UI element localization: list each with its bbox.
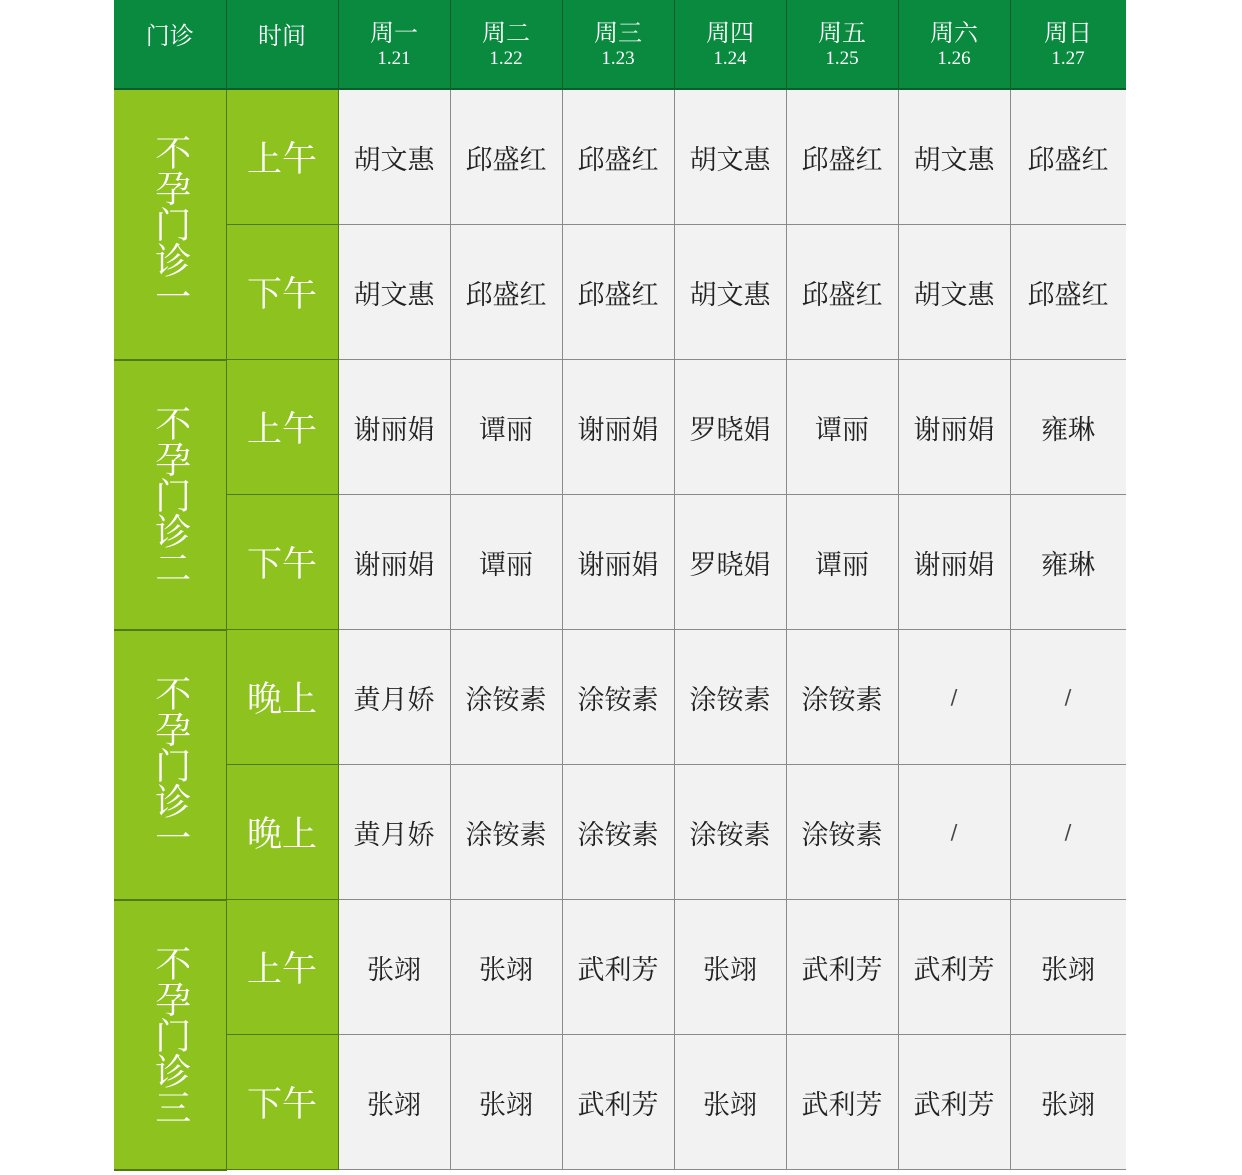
doctor-cell: 涂铵素 [450, 630, 562, 765]
doctor-cell: 谢丽娟 [338, 495, 450, 630]
clinic-label: 不孕门诊三 [114, 900, 226, 1170]
doctor-cell: 谢丽娟 [338, 360, 450, 495]
doctor-cell: 胡文惠 [898, 89, 1010, 225]
doctor-cell: 谭丽 [450, 495, 562, 630]
day-date: 1.21 [377, 47, 411, 69]
doctor-cell: 邱盛红 [786, 89, 898, 225]
doctor-cell: 武利芳 [562, 1035, 674, 1170]
clinic-schedule [114, 0, 1126, 1175]
doctor-cell: 张翊 [1010, 900, 1126, 1035]
period-label: 下午 [226, 495, 338, 630]
doctor-cell: 谢丽娟 [898, 495, 1010, 630]
doctor-cell: 邱盛红 [450, 89, 562, 225]
schedule-row [114, 1035, 1126, 1170]
doctor-cell: 张翊 [674, 900, 786, 1035]
doctor-cell: 涂铵素 [786, 630, 898, 765]
day-name: 周一 [370, 18, 418, 47]
day-name: 周五 [818, 18, 866, 47]
doctor-cell: 武利芳 [898, 1035, 1010, 1170]
header-day [338, 0, 450, 89]
period-label: 上午 [226, 900, 338, 1035]
schedule-table [114, 0, 1126, 1171]
day-date: 1.25 [825, 47, 859, 69]
clinic-label: 不孕门诊一 [114, 89, 226, 360]
header-day [674, 0, 786, 89]
doctor-cell: 张翊 [674, 1035, 786, 1170]
doctor-cell: 涂铵素 [562, 765, 674, 900]
doctor-cell: 邱盛红 [786, 225, 898, 360]
day-name: 周三 [594, 18, 642, 47]
doctor-cell: 涂铵素 [450, 765, 562, 900]
doctor-cell: 武利芳 [786, 900, 898, 1035]
day-date: 1.22 [489, 47, 523, 69]
period-label: 上午 [226, 360, 338, 495]
schedule-row [114, 360, 1126, 495]
doctor-cell: / [1010, 765, 1126, 900]
doctor-cell: 黄月娇 [338, 630, 450, 765]
doctor-cell: 邱盛红 [562, 89, 674, 225]
clinic-label: 不孕门诊二 [114, 360, 226, 630]
day-name: 周六 [930, 18, 978, 47]
doctor-cell: 涂铵素 [674, 630, 786, 765]
doctor-cell: / [898, 630, 1010, 765]
doctor-cell: 张翊 [338, 900, 450, 1035]
clinic-label: 不孕门诊一 [114, 630, 226, 900]
header-day [898, 0, 1010, 89]
doctor-cell: 谢丽娟 [562, 360, 674, 495]
doctor-cell: 武利芳 [562, 900, 674, 1035]
doctor-cell: 雍琳 [1010, 495, 1126, 630]
header-day [562, 0, 674, 89]
doctor-cell: 雍琳 [1010, 360, 1126, 495]
doctor-cell: 涂铵素 [562, 630, 674, 765]
period-label: 晚上 [226, 765, 338, 900]
doctor-cell: 武利芳 [898, 900, 1010, 1035]
header-clinic: 门诊 [114, 0, 226, 89]
schedule-row [114, 225, 1126, 360]
doctor-cell: 胡文惠 [674, 89, 786, 225]
day-date: 1.23 [601, 47, 635, 69]
doctor-cell: 邱盛红 [450, 225, 562, 360]
doctor-cell: 张翊 [450, 900, 562, 1035]
header-time: 时间 [226, 0, 338, 89]
schedule-row [114, 89, 1126, 225]
schedule-body [114, 89, 1126, 1170]
day-date: 1.26 [937, 47, 971, 69]
doctor-cell: 胡文惠 [898, 225, 1010, 360]
doctor-cell: 罗晓娟 [674, 360, 786, 495]
day-name: 周日 [1044, 18, 1092, 47]
header-day [786, 0, 898, 89]
doctor-cell: 武利芳 [786, 1035, 898, 1170]
day-name: 周二 [482, 18, 530, 47]
period-label: 上午 [226, 89, 338, 225]
day-date: 1.27 [1051, 47, 1085, 69]
doctor-cell: 张翊 [450, 1035, 562, 1170]
schedule-row [114, 900, 1126, 1035]
doctor-cell: 谢丽娟 [898, 360, 1010, 495]
doctor-cell: 涂铵素 [786, 765, 898, 900]
header-day [450, 0, 562, 89]
doctor-cell: 罗晓娟 [674, 495, 786, 630]
schedule-row [114, 765, 1126, 900]
period-label: 下午 [226, 1035, 338, 1170]
doctor-cell: 胡文惠 [338, 225, 450, 360]
doctor-cell: 张翊 [1010, 1035, 1126, 1170]
doctor-cell: 邱盛红 [562, 225, 674, 360]
doctor-cell: 张翊 [338, 1035, 450, 1170]
doctor-cell: / [1010, 630, 1126, 765]
period-label: 晚上 [226, 630, 338, 765]
doctor-cell: 谭丽 [786, 495, 898, 630]
doctor-cell: 胡文惠 [674, 225, 786, 360]
day-name: 周四 [706, 18, 754, 47]
doctor-cell: 邱盛红 [1010, 89, 1126, 225]
doctor-cell: 谢丽娟 [562, 495, 674, 630]
schedule-row [114, 495, 1126, 630]
doctor-cell: 胡文惠 [338, 89, 450, 225]
doctor-cell: 黄月娇 [338, 765, 450, 900]
day-date: 1.24 [713, 47, 747, 69]
period-label: 下午 [226, 225, 338, 360]
doctor-cell: 邱盛红 [1010, 225, 1126, 360]
doctor-cell: / [898, 765, 1010, 900]
doctor-cell: 谭丽 [450, 360, 562, 495]
schedule-row [114, 630, 1126, 765]
doctor-cell: 涂铵素 [674, 765, 786, 900]
header-row [114, 0, 1126, 89]
header-day [1010, 0, 1126, 89]
doctor-cell: 谭丽 [786, 360, 898, 495]
